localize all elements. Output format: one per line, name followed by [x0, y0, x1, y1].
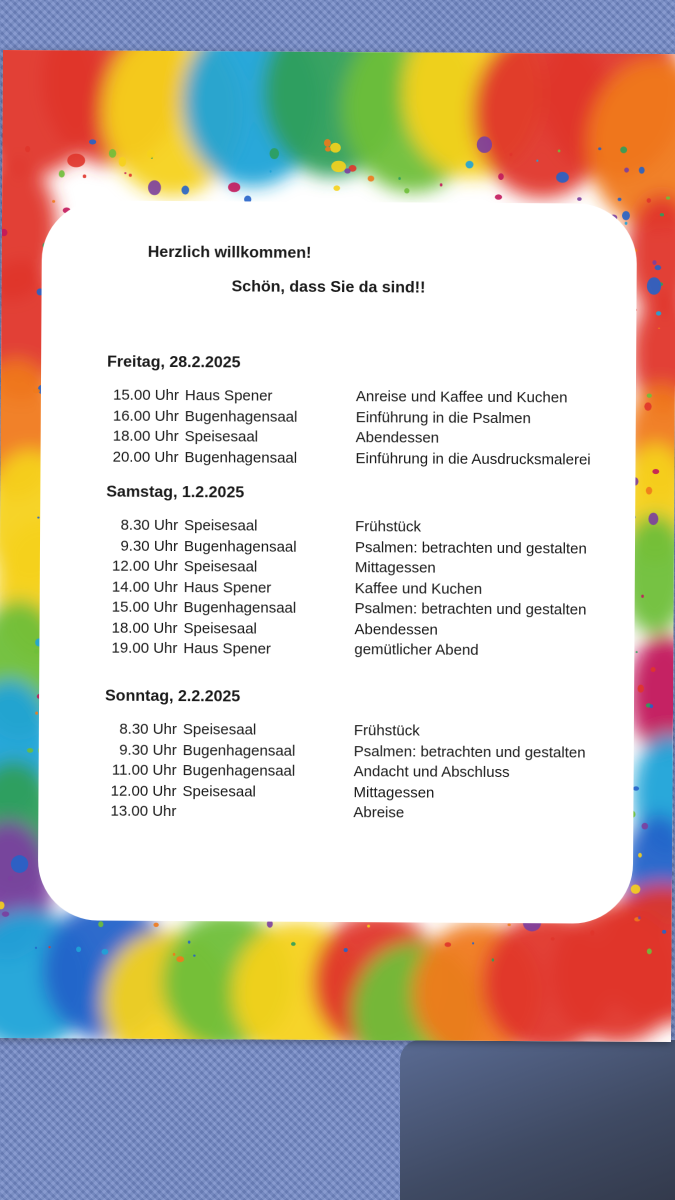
schedule-row [0, 447, 674, 471]
place-cell: Bugenhagensaal [182, 762, 296, 780]
place-cell: Speisesaal [183, 619, 257, 638]
place-cell: Haus Spener [184, 387, 273, 405]
activity-cell: Mittagessen [353, 783, 435, 802]
time-cell: 9.30 Uhr [119, 741, 177, 759]
table-shadow [400, 1040, 675, 1200]
place-cell: Bugenhagensaal [183, 599, 297, 617]
time-cell: 18.00 Uhr [112, 427, 179, 446]
activity-cell: Abendessen [355, 429, 440, 447]
time-cell: 12.00 Uhr [110, 782, 177, 800]
place-cell: Bugenhagensaal [184, 407, 298, 426]
time-cell: 11.00 Uhr [111, 761, 177, 780]
schedule-row [0, 802, 672, 826]
place-cell: Haus Spener [183, 578, 272, 597]
time-cell: 14.00 Uhr [111, 578, 178, 596]
place-cell: Speisesaal [182, 721, 257, 739]
activity-cell: Einführung in die Psalmen [355, 408, 531, 427]
schedule-row [0, 639, 673, 663]
activity-cell: Abendessen [354, 620, 438, 639]
day-heading: Freitag, 28.2.2025 [107, 353, 241, 372]
time-cell: 9.30 Uhr [120, 537, 179, 555]
time-cell: 8.30 Uhr [120, 516, 179, 535]
place-cell: Speisesaal [184, 517, 258, 535]
place-cell: Speisesaal [183, 558, 258, 576]
time-cell: 15.00 Uhr [112, 386, 179, 405]
time-cell: 16.00 Uhr [112, 407, 179, 425]
activity-cell: Andacht und Abschluss [353, 763, 510, 782]
activity-cell: Frühstück [353, 722, 420, 740]
activity-cell: Abreise [353, 804, 405, 822]
place-cell: Speisesaal [182, 782, 256, 801]
activity-cell: Psalmen: betrachten und gestalten [353, 742, 586, 762]
place-cell: Haus Spener [183, 640, 271, 658]
activity-cell: gemütlicher Abend [354, 641, 479, 659]
activity-cell: Mittagessen [354, 559, 436, 577]
program-sheet [0, 50, 675, 1042]
activity-cell: Frühstück [355, 518, 422, 536]
time-cell: 13.00 Uhr [110, 802, 177, 821]
place-cell: Bugenhagensaal [183, 537, 297, 556]
time-cell: 20.00 Uhr [112, 448, 179, 466]
activity-cell: Psalmen: betrachten und gestalten [354, 538, 587, 558]
day-heading: Sonntag, 2.2.2025 [105, 687, 241, 706]
activity-cell: Anreise und Kaffee und Kuchen [355, 388, 568, 407]
place-cell: Bugenhagensaal [184, 448, 298, 467]
time-cell: 19.00 Uhr [111, 639, 178, 658]
greeting-heading: Herzlich willkommen! [147, 243, 312, 262]
day-heading: Samstag, 1.2.2025 [106, 483, 245, 502]
place-cell: Bugenhagensaal [182, 741, 296, 760]
time-cell: 15.00 Uhr [111, 598, 178, 617]
time-cell: 12.00 Uhr [111, 557, 178, 576]
place-cell: Speisesaal [184, 428, 259, 446]
time-cell: 8.30 Uhr [119, 720, 177, 739]
time-cell: 18.00 Uhr [111, 619, 178, 637]
activity-cell: Kaffee und Kuchen [354, 579, 483, 598]
activity-cell: Einführung in die Ausdrucksmalerei [355, 449, 591, 469]
subgreeting-heading: Schön, dass Sie da sind!! [231, 278, 426, 297]
activity-cell: Psalmen: betrachten und gestalten [354, 600, 587, 619]
schedule-text [0, 50, 675, 1042]
